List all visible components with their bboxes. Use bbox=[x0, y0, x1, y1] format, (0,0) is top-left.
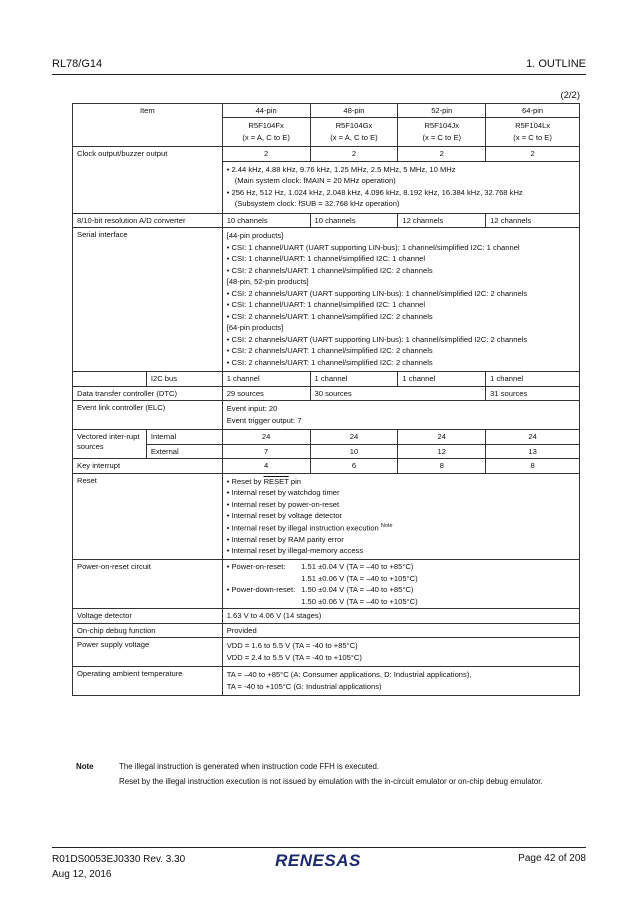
reset-line bbox=[227, 523, 575, 533]
item-header: Item bbox=[73, 104, 223, 147]
serial-line: • CSI: 2 channels/UART (UART supporting LIN-bus): 1 channel/simplified I2C: 2 channels bbox=[226, 334, 528, 344]
note-line: The illegal instruction is generated when instruction code FFH is executed. bbox=[119, 762, 380, 771]
note-ref: Note bbox=[380, 522, 393, 529]
table-row bbox=[73, 609, 580, 623]
supply-line: VDD = 1.6 to 5.5 V (TA = -40 to +85°C) bbox=[226, 641, 358, 651]
por-value: 1.50 ±0.06 V (TA = –40 to +105°C) bbox=[301, 596, 418, 606]
serial-line: • CSI: 2 channels/UART: 1 channel/simplified I2C: 2 channels bbox=[226, 357, 433, 367]
reset-illegal: • Internal reset by illegal instruction execution bbox=[226, 523, 379, 533]
cell-value: 1 channel bbox=[310, 372, 398, 386]
freq-line: • 256 Hz, 512 Hz, 1.024 kHz, 2.048 kHz, 4.096 kHz, 8.192 kHz, 16.384 kHz, 32.768 kHz bbox=[226, 187, 523, 197]
cell-text bbox=[222, 667, 579, 696]
cell-value: 24 bbox=[486, 430, 580, 444]
part-variants: (x = A, C to E) bbox=[242, 132, 290, 142]
serial-line: • CSI: 1 channel/UART: 1 channel/simplified I2C: 1 channel bbox=[226, 254, 426, 264]
cell-value: 12 bbox=[398, 444, 486, 458]
footer-page: Page 42 of 208 bbox=[518, 853, 586, 864]
table-row bbox=[73, 444, 580, 458]
cell-value: 4 bbox=[222, 459, 310, 473]
freq-line: • 2.44 kHz, 4.88 kHz, 9.76 kHz, 1.25 MHz, 2.5 MHz, 5 MHz, 10 MHz bbox=[226, 164, 456, 174]
table-row bbox=[73, 213, 580, 227]
cell-value: 10 channels bbox=[310, 213, 398, 227]
row-label: Serial interface bbox=[73, 228, 223, 372]
table-row bbox=[73, 459, 580, 473]
serial-line: [44-pin products] bbox=[226, 231, 284, 241]
cell-value: 1 channel bbox=[222, 372, 310, 386]
footer-date: Aug 12, 2016 bbox=[52, 868, 112, 880]
blank-cell bbox=[227, 597, 302, 606]
col-pins: 48-pin bbox=[310, 104, 398, 118]
reset-line: • Internal reset by illegal-memory access bbox=[226, 546, 364, 555]
temp-line: TA = -40 to +105°C (G: Industrial applications) bbox=[226, 681, 382, 691]
row-label: Reset bbox=[73, 473, 223, 560]
cell-text bbox=[222, 228, 579, 372]
serial-line: • CSI: 2 channels/UART: 1 channel/simplified I2C: 2 channels bbox=[226, 311, 433, 321]
cell-value: 24 bbox=[398, 430, 486, 444]
row-label: Key interrupt bbox=[73, 459, 223, 473]
cell-value: Provided bbox=[222, 623, 579, 637]
table-row bbox=[73, 667, 580, 696]
reset-line: • Internal reset by RAM parity error bbox=[226, 534, 344, 544]
serial-line: [64-pin products] bbox=[226, 323, 284, 333]
cell-text bbox=[222, 473, 579, 560]
cell-value: 2 bbox=[398, 147, 486, 161]
reset-line: • Internal reset by power-on-reset bbox=[226, 499, 340, 509]
cell-value: 24 bbox=[222, 430, 310, 444]
col-pins: 64-pin bbox=[486, 104, 580, 118]
row-label: Operating ambient temperature bbox=[73, 667, 223, 696]
serial-line: • CSI: 2 channels/UART: 1 channel/simplified I2C: 2 channels bbox=[226, 265, 433, 275]
table-row bbox=[73, 386, 580, 400]
note-text bbox=[119, 760, 582, 789]
por-value: 1.51 ±0.04 V (TA = –40 to +85°C) bbox=[301, 562, 414, 572]
table-row bbox=[73, 638, 580, 667]
elc-line: Event input: 20 bbox=[226, 404, 278, 414]
serial-line: • CSI: 2 channels/UART (UART supporting LIN-bus): 1 channel/simplified I2C: 2 channels bbox=[226, 288, 528, 298]
table-row bbox=[73, 430, 580, 444]
footer-doc-number: R01DS0053EJ0330 Rev. 3.30 bbox=[52, 854, 186, 865]
row-label: Vectored inter-rupt sources bbox=[73, 430, 147, 459]
por-value: 1.50 ±0.04 V (TA = –40 to +85°C) bbox=[301, 585, 414, 595]
page-indicator: (2/2) bbox=[560, 90, 580, 101]
reset-line: • Internal reset by voltage detector bbox=[226, 511, 343, 521]
table-row bbox=[73, 372, 580, 386]
row-label: Power-on-reset circuit bbox=[73, 560, 223, 609]
cell-value: 1.63 V to 4.06 V (14 stages) bbox=[222, 609, 579, 623]
col-pins: 52-pin bbox=[398, 104, 486, 118]
row-sublabel: I2C bus bbox=[146, 372, 222, 386]
row-sublabel: Internal bbox=[146, 430, 222, 444]
part-number: R5F104Gx bbox=[335, 121, 373, 131]
cell-text bbox=[222, 401, 579, 430]
note-section bbox=[72, 760, 582, 789]
part-variants: (x = C to E) bbox=[422, 132, 462, 142]
table-row bbox=[73, 228, 580, 372]
part-number: R5F104Jx bbox=[424, 121, 460, 131]
blank-cell bbox=[73, 372, 147, 386]
cell-value: 6 bbox=[310, 459, 398, 473]
cell-value: 29 sources bbox=[222, 386, 310, 400]
serial-line: • CSI: 1 channel/UART: 1 channel/simplified I2C: 1 channel bbox=[226, 300, 426, 310]
cell-value: 7 bbox=[222, 444, 310, 458]
reset-suffix: pin bbox=[288, 476, 301, 486]
row-label: On-chip debug function bbox=[73, 623, 223, 637]
footer-doc-info bbox=[52, 853, 185, 882]
row-sublabel: External bbox=[146, 444, 222, 458]
cell-value: 12 channels bbox=[486, 213, 580, 227]
cell-value: 1 channel bbox=[486, 372, 580, 386]
cell-value: 8 bbox=[398, 459, 486, 473]
table-row bbox=[73, 147, 580, 161]
por-on-label: • Power-on-reset: bbox=[226, 562, 286, 572]
note-label: Note bbox=[76, 762, 94, 771]
reset-line bbox=[227, 477, 575, 486]
table-header-pins bbox=[73, 104, 580, 118]
cell-value: 24 bbox=[310, 430, 398, 444]
freq-sub: (Subsystem clock: fSUB = 32.768 kHz operation) bbox=[234, 199, 400, 209]
cell-value: 10 bbox=[310, 444, 398, 458]
part-number: R5F104Fx bbox=[248, 121, 284, 131]
row-label: Power supply voltage bbox=[73, 638, 223, 667]
serial-line: [48-pin, 52-pin products] bbox=[226, 277, 309, 287]
cell-value: 12 channels bbox=[398, 213, 486, 227]
table-row bbox=[73, 623, 580, 637]
col-part bbox=[310, 118, 398, 147]
cell-value: 10 channels bbox=[222, 213, 310, 227]
cell-value: 2 bbox=[310, 147, 398, 161]
row-label: Voltage detector bbox=[73, 609, 223, 623]
table-row bbox=[73, 560, 580, 609]
header-section: 1. OUTLINE bbox=[526, 58, 586, 70]
supply-line: VDD = 2.4 to 5.5 V (TA = -40 to +105°C) bbox=[226, 652, 362, 662]
cell-text bbox=[222, 638, 579, 667]
cell-value: 13 bbox=[486, 444, 580, 458]
por-value: 1.51 ±0.06 V (TA = –40 to +105°C) bbox=[301, 573, 418, 583]
col-part bbox=[398, 118, 486, 147]
header-rule bbox=[52, 74, 586, 75]
cell-value: 31 sources bbox=[486, 386, 580, 400]
cell-text bbox=[222, 560, 579, 609]
por-down-label: • Power-down-reset: bbox=[226, 585, 296, 595]
cell-value: 2 bbox=[222, 147, 310, 161]
note-line: Reset by the illegal instruction execution is not issued by emulation with the in-circuit emulator or on-chip debug emulator. bbox=[119, 776, 543, 786]
row-label: Clock output/buzzer output bbox=[73, 147, 223, 213]
cell-text bbox=[222, 161, 579, 213]
serial-line: • CSI: 2 channels/UART: 1 channel/simplified I2C: 2 channels bbox=[226, 346, 433, 356]
cell-value: 1 channel bbox=[398, 372, 486, 386]
row-label: 8/10-bit resolution A/D converter bbox=[73, 213, 223, 227]
col-part bbox=[222, 118, 310, 147]
part-variants: (x = C to E) bbox=[513, 132, 552, 142]
footer-rule bbox=[52, 847, 586, 848]
header-product: RL78/G14 bbox=[52, 58, 103, 70]
freq-sub: (Main system clock: fMAIN = 20 MHz operation) bbox=[234, 176, 396, 186]
blank-cell bbox=[227, 574, 302, 585]
row-label: Event link controller (ELC) bbox=[73, 401, 223, 430]
logo-text: RENESAS bbox=[275, 851, 361, 870]
temp-line: TA = –40 to +85°C (A: Consumer applications, D: Industrial applications), bbox=[226, 670, 472, 680]
cell-value: 30 sources bbox=[310, 386, 486, 400]
spec-table bbox=[72, 103, 580, 696]
part-variants: (x = A, C to E) bbox=[330, 132, 378, 142]
row-label: Data transfer controller (DTC) bbox=[73, 386, 223, 400]
table-row bbox=[73, 401, 580, 430]
por-grid bbox=[227, 562, 418, 606]
reset-prefix: • Reset by bbox=[226, 476, 264, 486]
serial-line: • CSI: 1 channel/UART (UART supporting LIN-bus): 1 channel/simplified I2C: 1 channel bbox=[226, 242, 520, 252]
reset-line: • Internal reset by watchdog timer bbox=[226, 488, 340, 498]
col-part bbox=[486, 118, 580, 147]
part-number: R5F104Lx bbox=[515, 121, 551, 131]
cell-value: 2 bbox=[486, 147, 580, 161]
col-pins: 44-pin bbox=[222, 104, 310, 118]
renesas-logo bbox=[268, 849, 368, 871]
elc-line: Event trigger output: 7 bbox=[226, 415, 302, 425]
table-row bbox=[73, 473, 580, 560]
reset-pin-name: RESET bbox=[263, 476, 289, 486]
cell-value: 8 bbox=[486, 459, 580, 473]
